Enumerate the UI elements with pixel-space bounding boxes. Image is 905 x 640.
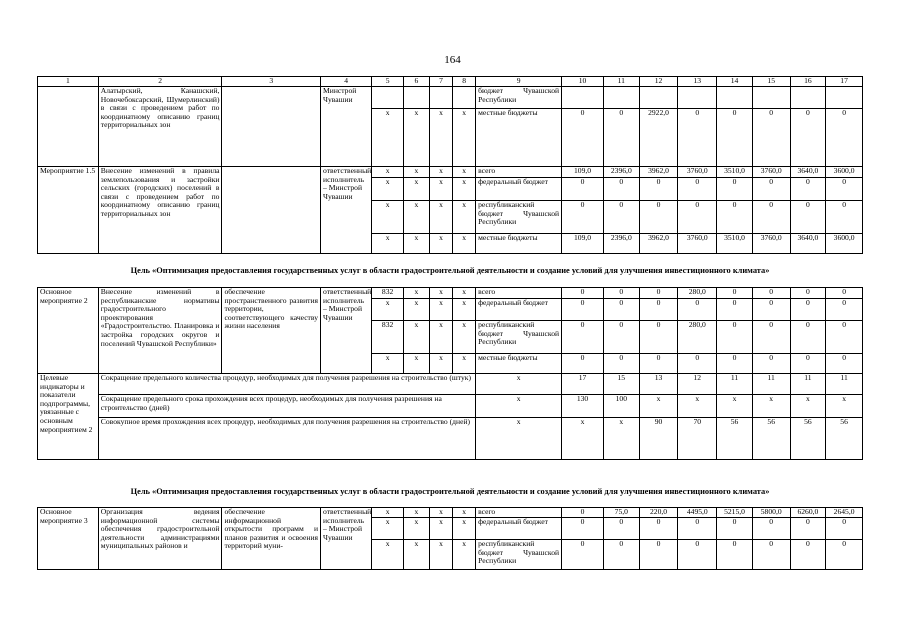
value-col12: 13 — [639, 374, 678, 395]
value-col11: 0 — [603, 518, 639, 540]
cell-col6: x — [403, 201, 429, 234]
value-col13: 3760,0 — [678, 167, 717, 178]
funding-source: федеральный бюджет — [476, 299, 562, 321]
value-col13: 0 — [678, 354, 717, 374]
value-col12: 0 — [639, 299, 678, 321]
value-col13: 70 — [678, 418, 717, 460]
measure-goal: обеспечение пространственного развития территории, соответствующего качеству жизни населения — [222, 288, 321, 374]
cell-empty — [752, 87, 790, 109]
goal-heading-1: Цель «Оптимизация предоставления государственных услуг в области градостроительной деятельности и создание условий для улучшения инвестиционного климата» — [130, 266, 770, 275]
value-col14: 0 — [717, 321, 753, 354]
cell-col8: x — [453, 321, 476, 354]
value-col16: 3640,0 — [790, 167, 826, 178]
program-table-middle — [37, 287, 863, 460]
value-col16: 0 — [790, 354, 826, 374]
cell-col8: x — [453, 201, 476, 234]
value-col17: 2645,0 — [826, 508, 863, 518]
table-row — [38, 418, 863, 460]
funding-source: местные бюджеты — [476, 354, 562, 374]
value-col15: 0 — [752, 109, 790, 167]
value-col15: 0 — [752, 354, 790, 374]
value-col13: 0 — [678, 518, 717, 540]
value-col16: 6260,0 — [790, 508, 826, 518]
responsible-executor: ответственный исполнитель – Минстрой Чувашии — [321, 167, 372, 254]
measure-name: Основное мероприятие 2 — [38, 288, 99, 374]
value-col14: x — [717, 395, 753, 418]
value-col17: 11 — [826, 374, 863, 395]
value-col10: 0 — [562, 540, 604, 570]
value-col11: 100 — [603, 395, 639, 418]
cell-col6: x — [403, 354, 429, 374]
cell-col5: x — [372, 540, 403, 570]
cell-col8: x — [453, 167, 476, 178]
value-col14: 56 — [717, 418, 753, 460]
value-col12: 0 — [639, 288, 678, 299]
value-col13: 0 — [678, 109, 717, 167]
cell-empty — [222, 87, 321, 167]
cell-col8: x — [453, 508, 476, 518]
value-col14: 0 — [717, 109, 753, 167]
funding-source: республиканский бюджет Чувашской Республики — [476, 540, 562, 570]
value-col10: 0 — [562, 518, 604, 540]
header-col-13: 13 — [678, 77, 717, 87]
cell-empty — [222, 167, 321, 254]
cell-col5: x — [372, 178, 403, 201]
value-col10: 0 — [562, 201, 604, 234]
value-col10: 0 — [562, 109, 604, 167]
header-col-3: 3 — [222, 77, 321, 87]
value-col16: 0 — [790, 540, 826, 570]
value-col15: 0 — [752, 178, 790, 201]
value-col10: 17 — [562, 374, 604, 395]
header-col-8: 8 — [453, 77, 476, 87]
value-col13: 0 — [678, 178, 717, 201]
value-col14: 5215,0 — [717, 508, 753, 518]
table-row — [38, 87, 863, 109]
value-col12: 0 — [639, 178, 678, 201]
value-col11: 15 — [603, 374, 639, 395]
value-col13: x — [678, 395, 717, 418]
value-col15: 3760,0 — [752, 234, 790, 254]
value-col11: 0 — [603, 540, 639, 570]
cell-col6: x — [403, 508, 429, 518]
cell-col8: x — [453, 234, 476, 254]
cell-col8: x — [453, 299, 476, 321]
value-col10: 109,0 — [562, 167, 604, 178]
cell-col5: 832 — [372, 321, 403, 354]
cell-col5: x — [372, 354, 403, 374]
value-col15: 11 — [752, 374, 790, 395]
value-col11: 0 — [603, 109, 639, 167]
value-col15: 0 — [752, 540, 790, 570]
value-col11: 2396,0 — [603, 167, 639, 178]
cell-col7: x — [430, 167, 453, 178]
measure-description: Внесение изменений в республиканские нормативы градостроительного проектирования «Градостроительство. Планировка и застройка городских округов и поселений Чувашской Республики» — [98, 288, 222, 374]
cell-col9: x — [476, 374, 562, 395]
table-row — [38, 77, 863, 87]
value-col10: 109,0 — [562, 234, 604, 254]
cell-col6: x — [403, 321, 429, 354]
header-col-4: 4 — [321, 77, 372, 87]
table-row — [38, 508, 863, 518]
cell-col6: x — [403, 299, 429, 321]
value-col12: x — [639, 395, 678, 418]
header-col-12: 12 — [639, 77, 678, 87]
value-col15: 0 — [752, 518, 790, 540]
header-col-11: 11 — [603, 77, 639, 87]
cell-col6: x — [403, 518, 429, 540]
cell-col6: x — [403, 234, 429, 254]
value-col12: 2922,0 — [639, 109, 678, 167]
value-col17: 56 — [826, 418, 863, 460]
cell-col5: x — [372, 109, 403, 167]
header-col-7: 7 — [430, 77, 453, 87]
funding-source: федеральный бюджет — [476, 518, 562, 540]
value-col14: 0 — [717, 354, 753, 374]
value-col10: 0 — [562, 508, 604, 518]
cell-col7: x — [430, 518, 453, 540]
header-col-16: 16 — [790, 77, 826, 87]
value-col12: 0 — [639, 540, 678, 570]
value-col10: 0 — [562, 288, 604, 299]
cell-col7: x — [430, 288, 453, 299]
value-col10: 0 — [562, 321, 604, 354]
program-table-lower — [37, 507, 863, 570]
value-col12: 0 — [639, 518, 678, 540]
value-col15: 56 — [752, 418, 790, 460]
value-col16: 56 — [790, 418, 826, 460]
funding-source: республиканский бюджет Чувашской Республики — [476, 321, 562, 354]
value-col16: 0 — [790, 299, 826, 321]
value-col16: 0 — [790, 109, 826, 167]
value-col12: 0 — [639, 201, 678, 234]
cell-col8: x — [453, 540, 476, 570]
value-col10: 130 — [562, 395, 604, 418]
value-col16: 0 — [790, 518, 826, 540]
value-col11: 2396,0 — [603, 234, 639, 254]
cell-col5: x — [372, 201, 403, 234]
cell-col5: x — [372, 299, 403, 321]
funding-source: всего — [476, 288, 562, 299]
goal-heading-2: Цель «Оптимизация предоставления государственных услуг в области градостроительной деятельности и создание условий для улучшения инвестиционного климата» — [130, 487, 770, 496]
header-col-2: 2 — [98, 77, 222, 87]
cell-empty — [826, 87, 863, 109]
value-col15: 0 — [752, 321, 790, 354]
value-col14: 11 — [717, 374, 753, 395]
value-col12: 0 — [639, 354, 678, 374]
cell-col7: x — [430, 234, 453, 254]
value-col17: 0 — [826, 178, 863, 201]
cell-empty — [717, 87, 753, 109]
value-col17: 0 — [826, 201, 863, 234]
header-col-9: 9 — [476, 77, 562, 87]
cell-col8: x — [453, 518, 476, 540]
value-col14: 0 — [717, 299, 753, 321]
cell-empty — [562, 87, 604, 109]
value-col17: 0 — [826, 540, 863, 570]
value-col10: x — [562, 418, 604, 460]
cell-col8: x — [453, 288, 476, 299]
value-col16: 0 — [790, 201, 826, 234]
value-col12: 0 — [639, 321, 678, 354]
value-col14: 3510,0 — [717, 167, 753, 178]
page-number: 164 — [444, 54, 461, 66]
value-col13: 280,0 — [678, 288, 717, 299]
value-col13: 0 — [678, 540, 717, 570]
cell-col5: x — [372, 508, 403, 518]
cell-empty — [678, 87, 717, 109]
table-row — [38, 374, 863, 395]
value-col13: 12 — [678, 374, 717, 395]
value-col16: 3640,0 — [790, 234, 826, 254]
value-col16: x — [790, 395, 826, 418]
cell-empty — [790, 87, 826, 109]
value-col16: 0 — [790, 178, 826, 201]
cell-empty — [430, 87, 453, 109]
value-col11: 0 — [603, 178, 639, 201]
cell-col9: x — [476, 418, 562, 460]
value-col15: x — [752, 395, 790, 418]
value-col12: 3962,0 — [639, 167, 678, 178]
value-col14: 0 — [717, 201, 753, 234]
program-table-upper — [37, 76, 863, 254]
value-col17: 0 — [826, 299, 863, 321]
indicators-label: Целевые индикаторы и показатели подпрограммы, увязанные с основным мероприятием 2 — [38, 374, 99, 460]
cell-col7: x — [430, 201, 453, 234]
cell-empty — [403, 87, 429, 109]
cell-col9: x — [476, 395, 562, 418]
value-col14: 3510,0 — [717, 234, 753, 254]
funding-source: федеральный бюджет — [476, 178, 562, 201]
cell-col7: x — [430, 109, 453, 167]
value-col17: 3600,0 — [826, 234, 863, 254]
value-col17: x — [826, 395, 863, 418]
measure-goal: обеспечение информационной открытости программ и планов развития и освоения территорий муни- — [222, 508, 321, 570]
cell-col7: x — [430, 299, 453, 321]
value-col12: 220,0 — [639, 508, 678, 518]
value-col13: 3760,0 — [678, 234, 717, 254]
cell-col8: x — [453, 178, 476, 201]
table-row — [38, 395, 863, 418]
cell-col7: x — [430, 540, 453, 570]
value-col17: 0 — [826, 354, 863, 374]
header-col-1: 1 — [38, 77, 99, 87]
cell-col7: x — [430, 508, 453, 518]
funding-source: всего — [476, 167, 562, 178]
value-col16: 0 — [790, 288, 826, 299]
value-col15: 0 — [752, 201, 790, 234]
value-col17: 0 — [826, 321, 863, 354]
measure-name: Основное мероприятие 3 — [38, 508, 99, 570]
header-col-5: 5 — [372, 77, 403, 87]
cell-col6: x — [403, 178, 429, 201]
value-col10: 0 — [562, 354, 604, 374]
value-col15: 5800,0 — [752, 508, 790, 518]
measure-description: Внесение изменений в правила землепользования и застройки сельских (городских) поселений в связи с проведением работ по координатному описанию границ территориальных зон — [98, 167, 222, 254]
value-col10: 0 — [562, 178, 604, 201]
cell-col5: x — [372, 518, 403, 540]
funding-source: бюджет Чувашской Республики — [476, 87, 562, 109]
cell-col5: 832 — [372, 288, 403, 299]
table-row — [38, 167, 863, 178]
responsible-executor: Минстрой Чувашии — [321, 87, 372, 167]
value-col15: 0 — [752, 288, 790, 299]
value-col14: 0 — [717, 518, 753, 540]
cell-col6: x — [403, 109, 429, 167]
value-col16: 0 — [790, 321, 826, 354]
value-col11: 0 — [603, 288, 639, 299]
value-col10: 0 — [562, 299, 604, 321]
value-col17: 0 — [826, 109, 863, 167]
cell-col8: x — [453, 354, 476, 374]
header-col-10: 10 — [562, 77, 604, 87]
funding-source: местные бюджеты — [476, 234, 562, 254]
header-col-6: 6 — [403, 77, 429, 87]
value-col11: 75,0 — [603, 508, 639, 518]
header-col-14: 14 — [717, 77, 753, 87]
cell-col6: x — [403, 167, 429, 178]
value-col13: 280,0 — [678, 321, 717, 354]
value-col13: 0 — [678, 299, 717, 321]
table-row — [38, 288, 863, 299]
funding-source: всего — [476, 508, 562, 518]
cell-empty — [639, 87, 678, 109]
value-col17: 0 — [826, 518, 863, 540]
value-col15: 0 — [752, 299, 790, 321]
cell-col7: x — [430, 354, 453, 374]
value-col14: 0 — [717, 540, 753, 570]
value-col16: 11 — [790, 374, 826, 395]
cell-empty — [453, 87, 476, 109]
cell-col5: x — [372, 167, 403, 178]
measure-description: Организация ведения информационной системы обеспечения градостроительной деятельности администрациями муниципальных районов и — [98, 508, 222, 570]
value-col13: 4495,0 — [678, 508, 717, 518]
value-col11: 0 — [603, 201, 639, 234]
value-col11: 0 — [603, 299, 639, 321]
measure-name: Мероприятие 1.5 — [38, 167, 99, 254]
cell-col8: x — [453, 109, 476, 167]
cell-col6: x — [403, 540, 429, 570]
indicator-text: Совокупное время прохождения всех процедур, необходимых для получения разрешения на строительство (дней) — [98, 418, 475, 460]
value-col15: 3760,0 — [752, 167, 790, 178]
value-col12: 3962,0 — [639, 234, 678, 254]
responsible-executor: ответственный исполнитель – Минстрой Чувашии — [321, 288, 372, 374]
measure-description: Алатырский, Канашский, Новочебоксарский, Шумерлинский) в связи с проведением работ по координатному описанию границ территориальных зон — [98, 87, 222, 167]
value-col17: 3600,0 — [826, 167, 863, 178]
value-col13: 0 — [678, 201, 717, 234]
value-col12: 90 — [639, 418, 678, 460]
header-col-17: 17 — [826, 77, 863, 87]
funding-source: местные бюджеты — [476, 109, 562, 167]
indicator-text: Сокращение предельного срока прохождения всех процедур, необходимых для получения разрешения на строительство (дней) — [98, 395, 475, 418]
cell-empty — [372, 87, 403, 109]
responsible-executor: ответственный исполнитель – Минстрой Чувашии — [321, 508, 372, 570]
value-col17: 0 — [826, 288, 863, 299]
funding-source: республиканский бюджет Чувашской Республики — [476, 201, 562, 234]
cell-col7: x — [430, 321, 453, 354]
indicator-text: Сокращение предельного количества процедур, необходимых для получения разрешения на строительство (штук) — [98, 374, 475, 395]
value-col11: 0 — [603, 321, 639, 354]
cell-empty — [38, 87, 99, 167]
cell-col7: x — [430, 178, 453, 201]
header-col-15: 15 — [752, 77, 790, 87]
cell-col5: x — [372, 234, 403, 254]
cell-col6: x — [403, 288, 429, 299]
cell-empty — [603, 87, 639, 109]
value-col11: 0 — [603, 354, 639, 374]
value-col14: 0 — [717, 288, 753, 299]
value-col11: x — [603, 418, 639, 460]
value-col14: 0 — [717, 178, 753, 201]
